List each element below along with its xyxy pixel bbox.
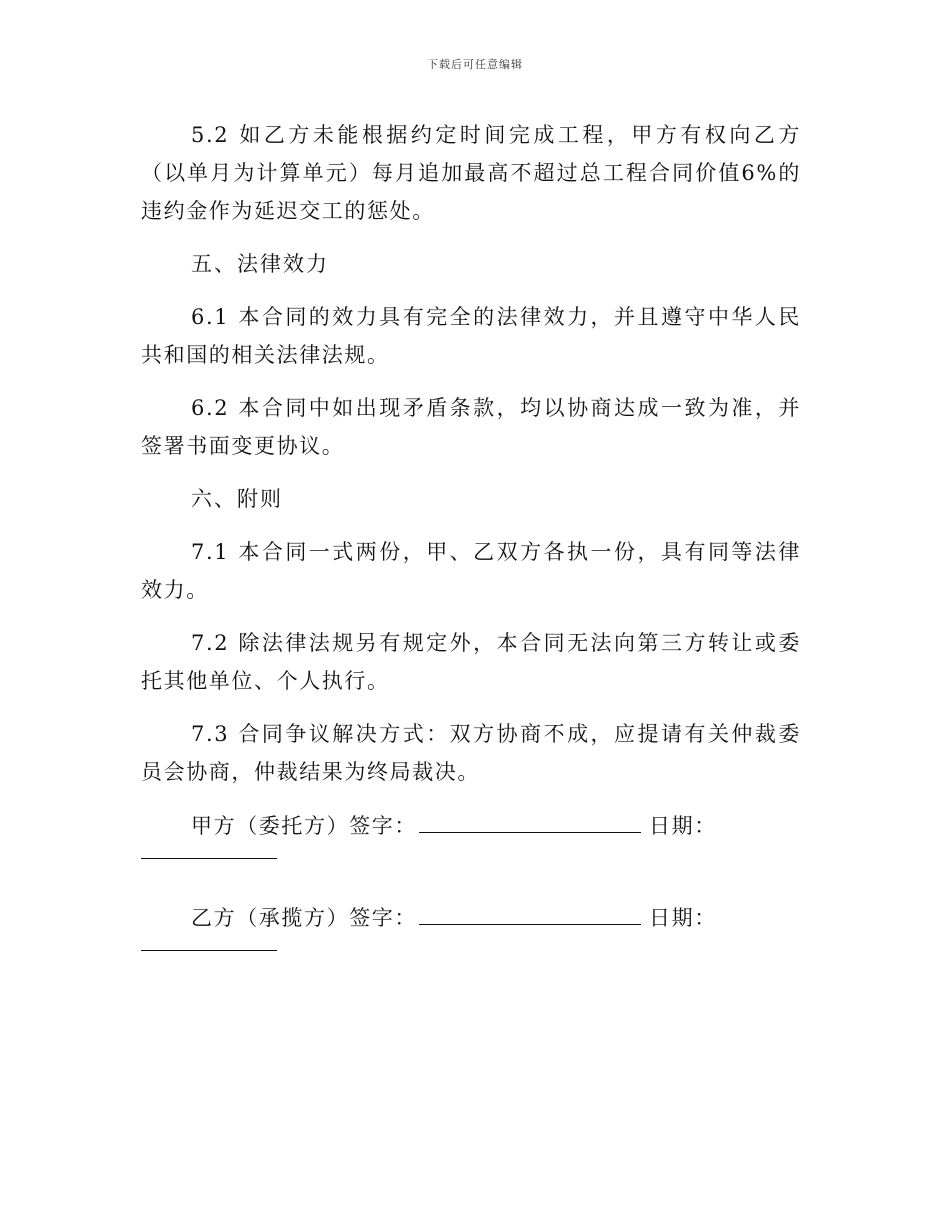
signature-blank-party-b[interactable] (419, 898, 641, 925)
signature-block-party-a (141, 806, 801, 898)
section-heading-6: 六、附则 (191, 487, 283, 511)
date-label-party-b: 日期： (649, 906, 717, 930)
document-body (141, 116, 801, 990)
section-heading-5: 五、法律效力 (191, 252, 329, 276)
signature-blank-party-a[interactable] (419, 806, 641, 833)
date-blank-party-b[interactable] (141, 950, 277, 951)
clause-7-2: 7.2 除法律法规另有规定外，本合同无法向第三方转让或委托其他单位、个人执行。 (141, 631, 801, 693)
date-blank-party-a[interactable] (141, 858, 277, 859)
clause-7-3: 7.3 合同争议解决方式：双方协商不成，应提请有关仲裁委员会协商，仲裁结果为终局裁决。 (141, 722, 801, 784)
signature-label-party-b: 乙方（承揽方）签字： (191, 906, 417, 930)
clause-5-2: 5.2 如乙方未能根据约定时间完成工程，甲方有权向乙方（以单月为计算单元）每月追加最高不超过总工程合同价值6%的违约金作为延迟交工的惩处。 (141, 123, 801, 223)
clause-6-1: 6.1 本合同的效力具有完全的法律效力，并且遵守中华人民共和国的相关法律法规。 (141, 305, 801, 367)
signature-block-party-b (141, 898, 801, 990)
signature-line-party-a (191, 806, 717, 845)
signature-line-party-b (191, 898, 717, 937)
clause-6-2: 6.2 本合同中如出现矛盾条款，均以协商达成一致为准，并签署书面变更协议。 (141, 396, 801, 458)
signature-label-party-a: 甲方（委托方）签字： (191, 814, 417, 838)
page-header: 下载后可任意编辑 (427, 58, 523, 71)
date-label-party-a: 日期： (649, 814, 717, 838)
clause-7-1: 7.1 本合同一式两份，甲、乙双方各执一份，具有同等法律效力。 (141, 540, 801, 602)
